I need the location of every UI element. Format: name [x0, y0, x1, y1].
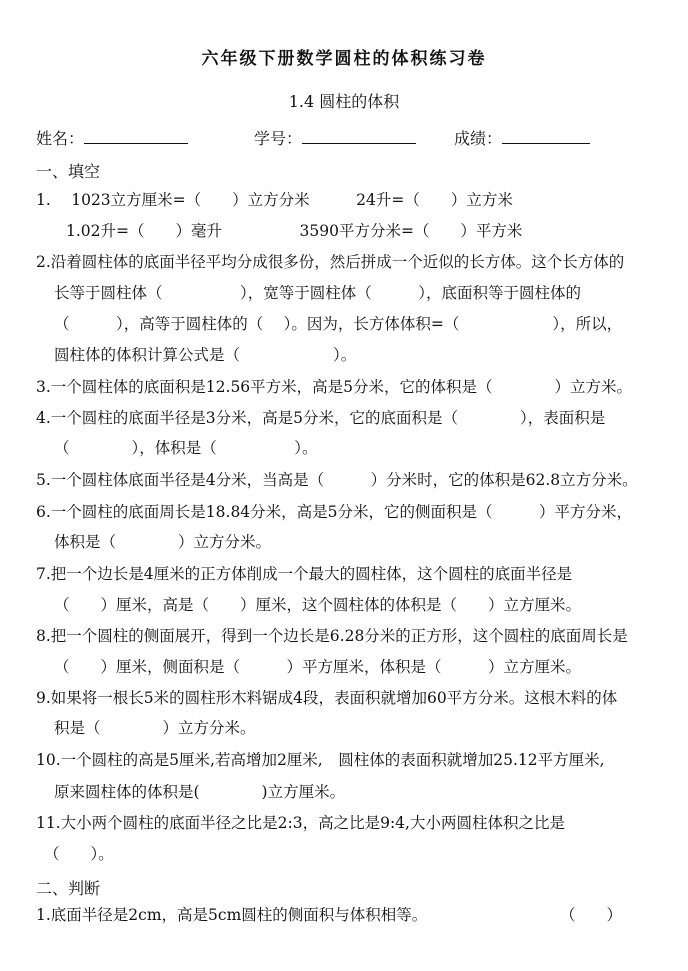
question-line: （ ），高等于圆柱体的（ ）。因为，长方体体积=（ ），所以，	[54, 315, 623, 333]
question-line: 2.沿着圆柱体的底面半径平均分成很多份，然后拼成一个近似的长方体。这个长方体的	[36, 253, 625, 271]
score-label: 成绩：	[454, 129, 503, 148]
question-line: 长等于圆柱体（ ），宽等于圆柱体（ ），底面积等于圆柱体的	[54, 284, 582, 302]
section-judge-heading: 二、判断	[36, 879, 101, 898]
score-blank[interactable]	[502, 129, 590, 144]
question-line: 3.一个圆柱体的底面积是12.56平方米，高是5分米，它的体积是（ ）立方米。	[36, 378, 633, 396]
name-label: 姓名：	[36, 129, 85, 148]
question-line: 5.一个圆柱体底面半径是4分米，当高是（ ）分米时，它的体积是62.8立方分米。	[36, 471, 638, 489]
question-line: 原来圆柱体的体积是( )立方厘米。	[54, 783, 346, 801]
question-line: （ ），体积是（ ）。	[54, 439, 318, 457]
question-line: 6.一个圆柱的底面周长是18.84分米，高是5分米，它的侧面积是（ ）平方分米，	[36, 503, 633, 521]
question-line: （ ）厘米，侧面积是（ ）平方厘米，体积是（ ）立方厘米。	[54, 658, 582, 676]
name-field	[36, 126, 188, 149]
student-id-label: 学号：	[254, 129, 303, 148]
student-id-blank[interactable]	[302, 129, 416, 144]
question-line: （ ）厘米，高是（ ）厘米，这个圆柱体的体积是（ ）立方厘米。	[54, 596, 582, 614]
question-line: 1. 1023立方厘米=（ ）立方分米 24升=（ ）立方米	[36, 191, 513, 209]
question-line: 11.大小两个圆柱的底面半径之比是2:3，高之比是9:4,大小两圆柱体积之比是	[36, 814, 565, 832]
question-line: 7.把一个边长是4厘米的正方体削成一个最大的圆柱体，这个圆柱的底面半径是	[36, 565, 573, 583]
score-field	[454, 126, 590, 149]
question-line: 9.如果将一根长5米的圆柱形木料锯成4段，表面积就增加60平方分米。这根木料的体	[36, 689, 618, 707]
question-line: 8.把一个圆柱的侧面展开，得到一个边长是6.28分米的正方形，这个圆柱的底面周长是	[36, 627, 628, 645]
name-blank[interactable]	[84, 129, 188, 144]
question-line: 圆柱体的体积计算公式是（ ）。	[54, 346, 357, 364]
question-line: （ ）。	[44, 845, 114, 863]
page-title: 六年级下册数学圆柱的体积练习卷	[201, 49, 487, 69]
page-subtitle: 1.4 圆柱的体积	[288, 92, 400, 111]
student-id-field	[254, 126, 416, 149]
question-line: 10.一个圆柱的高是5厘米,若高增加2厘米, 圆柱体的表面积就增加25.12平方厘米,	[36, 751, 605, 769]
question-line: 1.02升=（ ）毫升 3590平方分米=（ ）平方米	[66, 222, 523, 240]
judge-question: 1.底面半径是2cm，高是5cm圆柱的侧面积与体积相等。	[36, 906, 428, 924]
judge-answer-bracket[interactable]: （ ）	[560, 906, 623, 924]
question-line: 积是（ ）立方分米。	[54, 719, 256, 737]
question-line: 4.一个圆柱的底面半径是3分米，高是5分米，它的底面积是（ ），表面积是	[36, 409, 606, 427]
section-fill-in-heading: 一、填空	[36, 162, 101, 181]
question-line: 体积是（ ）立方分米。	[54, 533, 272, 551]
